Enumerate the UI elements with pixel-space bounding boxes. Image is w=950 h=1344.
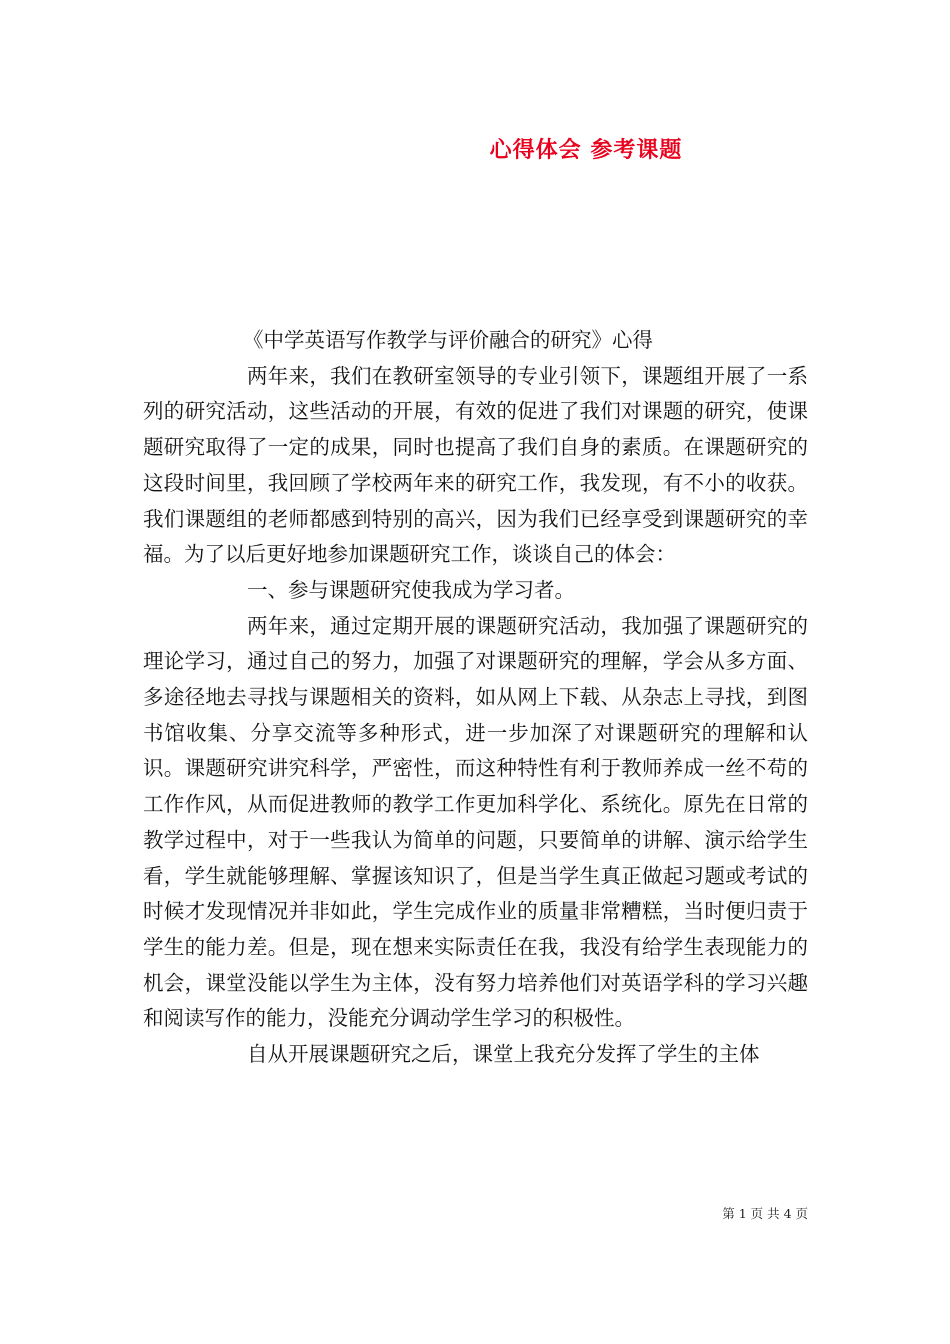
- paragraph-intro: 两年来，我们在教研室领导的专业引领下，课题组开展了一系列的研究活动，这些活动的开展，有效的促进了我们对课题的研究，使课题研究取得了一定的成果，同时也提高了我们自身的素质。在课题研究的这段时间里，我回顾了学校两年来的研究工作，我发现，有不小的收获。我们课题组的老师都感到特别的高兴，因为我们已经享受到课题研究的幸福。为了以后更好地参加课题研究工作，谈谈自己的体会：: [143, 363, 808, 567]
- document-subtitle: 《中学英语写作教学与评价融合的研究》心得: [243, 328, 653, 352]
- document-body: [143, 323, 808, 1073]
- section-heading-1: 一、参与课题研究使我成为学习者。: [247, 577, 575, 602]
- paragraph-continued: 自从开展课题研究之后，课堂上我充分发挥了学生的主体: [247, 1042, 760, 1067]
- paragraph-section-1: 两年来，通过定期开展的课题研究活动，我加强了课题研究的理论学习，通过自己的努力，加强了对课题研究的理解，学会从多方面、多途径地去寻找与课题相关的资料，如从网上下载、从杂志上寻找，到图书馆收集、分享交流等多种形式，进一步加深了对课题研究的理解和认识。课题研究讲究科学，严密性，而这种特性有利于教师养成一丝不苟的工作作风，从而促进教师的教学工作更加科学化、系统化。原先在日常的教学过程中，对于一些我认为简单的问题，只要简单的讲解、演示给学生看，学生就能够理解、掌握该知识了，但是当学生真正做起习题或考试的时候才发现情况并非如此，学生完成作业的质量非常糟糕，当时便归责于学生的能力差。但是，现在想来实际责任在我，我没有给学生表现能力的机会，课堂没能以学生为主体，没有努力培养他们对英语学科的学习兴趣和阅读写作的能力，没能充分调动学生学习的积极性。: [143, 613, 808, 1031]
- page-title: 心得体会 参考课题: [489, 138, 683, 163]
- page-number-footer: 第 1 页 共 4 页: [722, 1206, 808, 1221]
